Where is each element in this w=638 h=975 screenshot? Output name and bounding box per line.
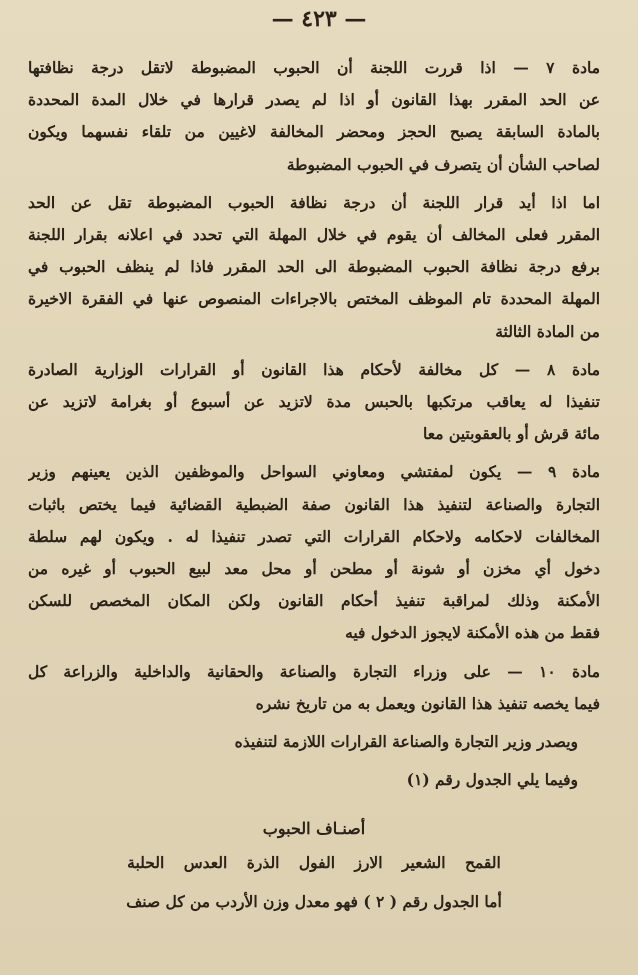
paragraph-article-10 <box>28 656 600 720</box>
text-line: وفيما يلي الجدول رقم (١) <box>406 770 578 790</box>
text-line: دخول أي مخزن أو شونة أو مطحن أو محل معد لبيع الحبوب أو غيره من <box>28 559 600 579</box>
text-line: المهلة المحددة تام الموظف المختص بالاجراءات المنصوص عنها في الفقرة الاخيرة <box>28 289 600 309</box>
text-line: مادة ٧ — اذا قررت اللجنة أن الحبوب المضبوطة لاتقل درجة نظافتها <box>28 58 600 77</box>
document-body <box>28 52 600 919</box>
paragraph-article-7-continued <box>28 187 600 348</box>
text-line: مادة ١٠ — على وزراء التجارة والصناعة والحقانية والداخلية والزراعة كل <box>28 661 600 681</box>
text-line: الأمكنة وذلك لمراقبة تنفيذ أحكام القانون ولكن المكان المخصص للسكن <box>28 591 600 611</box>
text-line: لصاحب الشأن أن يتصرف في الحبوب المضبوطة <box>286 154 600 174</box>
paragraph-decrees <box>28 726 600 758</box>
grain-item: الحلبة <box>127 853 165 873</box>
grain-list <box>28 846 600 880</box>
text-line: تنفيذا له يعاقب مرتكبها بالحبس مدة لاتزيد عن أسبوع أو بغرامة لاتزيد عن <box>28 392 600 412</box>
grain-item: الشعير <box>401 853 446 873</box>
grain-item: الفول <box>298 853 336 873</box>
text-line: اما اذا أيد قرار اللجنة أن درجة نظافة الحبوب المضبوطة تقل عن الحد <box>28 192 600 212</box>
text-line: المخالفات لاحكامه ولاحكام القرارات التي تصدر تنفيذا له . ويكون لهم سلطة <box>28 526 600 546</box>
paragraph-table-intro <box>28 764 600 796</box>
paragraph-article-9 <box>28 456 600 649</box>
paragraph-article-8 <box>28 354 600 451</box>
grain-item: الذرة <box>246 853 280 873</box>
footer-line: أما الجدول رقم ( ٢ ) فهو معدل وزن الأردب من كل صنف <box>126 892 502 912</box>
text-line: المقرر فعلى المخالف أن يقوم في خلال المهلة التي تحدد في اعلانه بقرار اللجنة <box>28 225 600 245</box>
grain-item: القمح <box>464 853 501 873</box>
text-line: مائة قرش أو بالعقوبتين معا <box>423 424 600 444</box>
text-line: مادة ٩ — يكون لمفتشي ومعاوني السواحل والموظفين الذين يعينهم وزير <box>28 462 600 482</box>
text-line: مادة ٨ — كل مخالفة لأحكام هذا القانون أو القرارات الوزارية الصادرة <box>28 359 600 379</box>
paragraph-article-7 <box>28 52 600 181</box>
text-line: من المادة الثالثة <box>495 321 600 341</box>
text-line: التجارة والصناعة لتنفيذ هذا القانون صفة الضبطية القضائية فيما يختص باثبات <box>28 494 600 514</box>
text-line: بالمادة السابقة يصبح الحجز ومحضر المخالفة لاغيين من تلقاء نفسهما ويكون <box>28 122 600 142</box>
text-line: عن الحد المقرر بهذا القانون أو اذا لم يصدر قرارها في خلال المدة المحددة <box>28 90 600 110</box>
table-heading: أصنـاف الحبوب <box>262 819 366 839</box>
text-line: فقط من هذه الأمكنة لايجوز الدخول فيه <box>345 623 600 643</box>
grain-item: الارز <box>354 853 383 873</box>
text-line: برفع درجة نظافة الحبوب المضبوطة الى الحد المقرر فاذا لم ينظف الحبوب في <box>28 257 600 277</box>
page-number: — ٤٢٣ — <box>271 6 367 32</box>
text-line: فيما يخصه تنفيذ هذا القانون ويعمل به من تاريخ نشره <box>255 693 600 713</box>
text-line: ويصدر وزير التجارة والصناعة القرارات اللازمة لتنفيذه <box>234 732 578 752</box>
grain-item: العدس <box>183 853 228 873</box>
